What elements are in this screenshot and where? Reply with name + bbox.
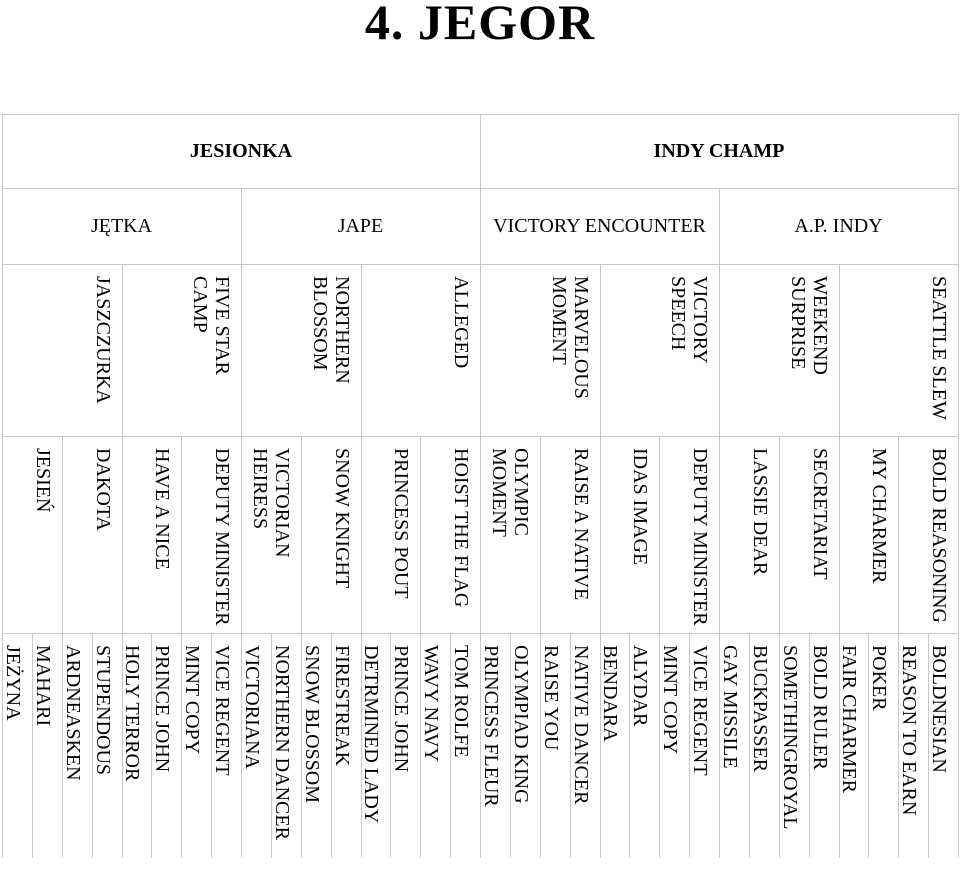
grandparent-name: JĘTKA (90, 214, 153, 237)
gen5-ancestor-name-cell (839, 633, 869, 858)
great-grandparent-name-cell (361, 264, 481, 436)
gen4-ancestor-name: HOIST THE FLAG (450, 448, 472, 608)
gen5-ancestor-name-cell (809, 633, 839, 858)
great-grandparent-name-cell (2, 264, 122, 436)
gen5-ancestor-name: SNOW BLOSSOM (300, 645, 323, 803)
gen5-ancestor-name-cell (92, 633, 122, 858)
great-grandparent-name-cell (480, 264, 600, 436)
great-grandparent-name-cell (122, 264, 242, 436)
gen5-ancestor-name: PRINCE JOHN (151, 645, 174, 773)
gen5-ancestor-name: STUPENDOUS (91, 645, 114, 776)
gen5-ancestor-name-cell (629, 633, 659, 858)
gen4-ancestor-name: OLYMPIC MOMENT (487, 448, 532, 537)
gen4-ancestor-name-cell (181, 436, 241, 633)
gen4-ancestor-name-cell (540, 436, 600, 633)
gen4-ancestor-name-cell (898, 436, 958, 633)
gen5-ancestor-name: VICE REGENT (211, 645, 233, 776)
page-title: 4. JEGOR (364, 0, 596, 50)
gen5-ancestor-name-cell (570, 633, 600, 858)
gen5-ancestor-name: DETRMINED LADY (360, 645, 383, 824)
grid-line (958, 114, 959, 858)
gen5-ancestor-name-cell (151, 633, 181, 858)
gen5-ancestor-name-cell (241, 633, 271, 858)
gen5-ancestor-name: TOM ROLFE (450, 645, 472, 758)
gen4-ancestor-name-cell (480, 436, 540, 633)
gen4-ancestor-name-cell (659, 436, 719, 633)
gen5-ancestor-name-cell (659, 633, 689, 858)
gen5-ancestor-name: JEŻYNA (2, 645, 24, 721)
gen5-ancestor-name-cell (719, 633, 749, 858)
great-grandparent-name-cell (241, 264, 361, 436)
great-grandparent-name: JASZCZURKA (91, 276, 114, 404)
gen4-ancestor-name: LASSIE DEAR (748, 448, 771, 576)
great-grandparent-name: SEATTLE SLEW (928, 276, 950, 420)
gen4-ancestor-name: HAVE A NICE (151, 448, 174, 570)
gen4-ancestor-name: DAKOTA (91, 448, 114, 531)
gen5-ancestor-name: REASON TO EARN (898, 645, 921, 816)
gen4-ancestor-name: IDAS IMAGE (629, 448, 652, 566)
gen5-ancestor-name-cell (540, 633, 570, 858)
gen4-ancestor-name-cell (600, 436, 660, 633)
gen5-ancestor-name-cell (271, 633, 301, 858)
gen4-ancestor-name: JESIEŃ (31, 448, 54, 513)
gen5-ancestor-name: WAVY NAVY (420, 645, 443, 762)
gen4-ancestor-name: VICTORIAN HEIRESS (248, 448, 293, 558)
gen5-ancestor-name-cell (211, 633, 241, 858)
gen5-ancestor-name: RAISE YOU (539, 645, 562, 751)
gen4-ancestor-name: PRINCESS POUT (390, 448, 413, 599)
gen5-ancestor-name: MINT COPY (181, 645, 204, 755)
great-grandparent-name: NORTHERN BLOSSOM (308, 276, 353, 384)
gen5-ancestor-name-cell (122, 633, 152, 858)
gen5-ancestor-name-cell (928, 633, 958, 858)
gen4-ancestor-name-cell (241, 436, 301, 633)
great-grandparent-name: MARVELOUS MOMENT (547, 276, 592, 399)
gen4-ancestor-name: SECRETARIAT (808, 448, 831, 580)
gen4-ancestor-name: DEPUTY MINISTER (211, 448, 233, 626)
gen5-ancestor-name-cell (898, 633, 928, 858)
gen5-ancestor-name-cell (2, 633, 32, 858)
gen5-ancestor-name: NATIVE DANCER (569, 645, 592, 805)
gen4-ancestor-name-cell (361, 436, 421, 633)
gen4-ancestor-name: RAISE A NATIVE (569, 448, 592, 601)
gen5-ancestor-name: OLYMPIAD KING (509, 645, 532, 804)
gen5-ancestor-name: MINT COPY (659, 645, 682, 755)
gen5-ancestor-name-cell (749, 633, 779, 858)
dam-name: JESIONKA (189, 139, 293, 162)
gen4-ancestor-name-cell (62, 436, 122, 633)
gen5-ancestor-name-cell (480, 633, 510, 858)
gen4-ancestor-name-cell (2, 436, 62, 633)
gen5-ancestor-name: ALYDAR (629, 645, 652, 727)
gen5-ancestor-name-cell (181, 633, 211, 858)
gen4-ancestor-name-cell (839, 436, 899, 633)
gen5-ancestor-name-cell (32, 633, 62, 858)
gen5-ancestor-name-cell (779, 633, 809, 858)
gen5-ancestor-name-cell (420, 633, 450, 858)
gen5-ancestor-name-cell (301, 633, 331, 858)
grandparent-name: VICTORY ENCOUNTER (493, 214, 706, 237)
gen5-ancestor-name: FIRESTREAK (330, 645, 353, 767)
gen5-ancestor-name-cell (510, 633, 540, 858)
gen5-ancestor-name: BUCKPASSER (748, 645, 771, 773)
grandparent-name: A.P. INDY (794, 214, 883, 237)
gen4-ancestor-name: MY CHARMER (868, 448, 891, 584)
gen4-ancestor-name-cell (420, 436, 480, 633)
gen5-ancestor-name-cell (331, 633, 361, 858)
great-grandparent-name: VICTORY SPEECH (667, 276, 711, 363)
gen5-ancestor-name: FAIR CHARMER (838, 645, 861, 793)
gen4-ancestor-name-cell (301, 436, 361, 633)
gen5-ancestor-name: PRINCESS FLEUR (480, 645, 502, 807)
great-grandparent-name-cell (719, 264, 839, 436)
gen5-ancestor-name: SOMETHINGROYAL (778, 645, 801, 830)
gen4-ancestor-name-cell (122, 436, 182, 633)
gen5-ancestor-name: ARDNEASKEN (61, 645, 84, 781)
gen5-ancestor-name: BENDARA (599, 645, 622, 742)
gen5-ancestor-name: MAHARI (31, 645, 54, 727)
gen5-ancestor-name: PRINCE JOHN (390, 645, 413, 773)
gen5-ancestor-name: VICTORIANA (241, 645, 263, 770)
gen5-ancestor-name-cell (450, 633, 480, 858)
gen5-ancestor-name: HOLY TERROR (121, 645, 144, 782)
great-grandparent-name-cell (600, 264, 720, 436)
great-grandparent-name: ALLEGED (450, 276, 472, 369)
sire-name: INDY CHAMP (653, 139, 785, 162)
gen5-ancestor-name-cell (600, 633, 630, 858)
gen5-ancestor-name-cell (62, 633, 92, 858)
gen5-ancestor-name-cell (390, 633, 420, 858)
great-grandparent-name: WEEKEND SURPRISE (786, 276, 831, 375)
gen4-ancestor-name: BOLD REASONING (928, 448, 950, 623)
gen4-ancestor-name: DEPUTY MINISTER (689, 448, 711, 626)
gen5-ancestor-name-cell (689, 633, 719, 858)
gen5-ancestor-name: VICE REGENT (689, 645, 711, 776)
grandparent-name: JAPE (337, 214, 384, 237)
gen5-ancestor-name-cell (361, 633, 391, 858)
gen4-ancestor-name-cell (719, 436, 779, 633)
gen5-ancestor-name: POKER (868, 645, 891, 711)
gen4-ancestor-name-cell (779, 436, 839, 633)
gen5-ancestor-name: BOLD RULER (808, 645, 831, 770)
gen5-ancestor-name-cell (868, 633, 898, 858)
great-grandparent-name-cell (839, 264, 959, 436)
gen5-ancestor-name: BOLDNESIAN (928, 645, 950, 773)
gen5-ancestor-name: NORTHERN DANCER (270, 645, 293, 840)
great-grandparent-name: FIVE STAR CAMP (189, 276, 233, 375)
gen4-ancestor-name: SNOW KNIGHT (330, 448, 353, 589)
gen5-ancestor-name: GAY MISSILE (719, 645, 741, 769)
